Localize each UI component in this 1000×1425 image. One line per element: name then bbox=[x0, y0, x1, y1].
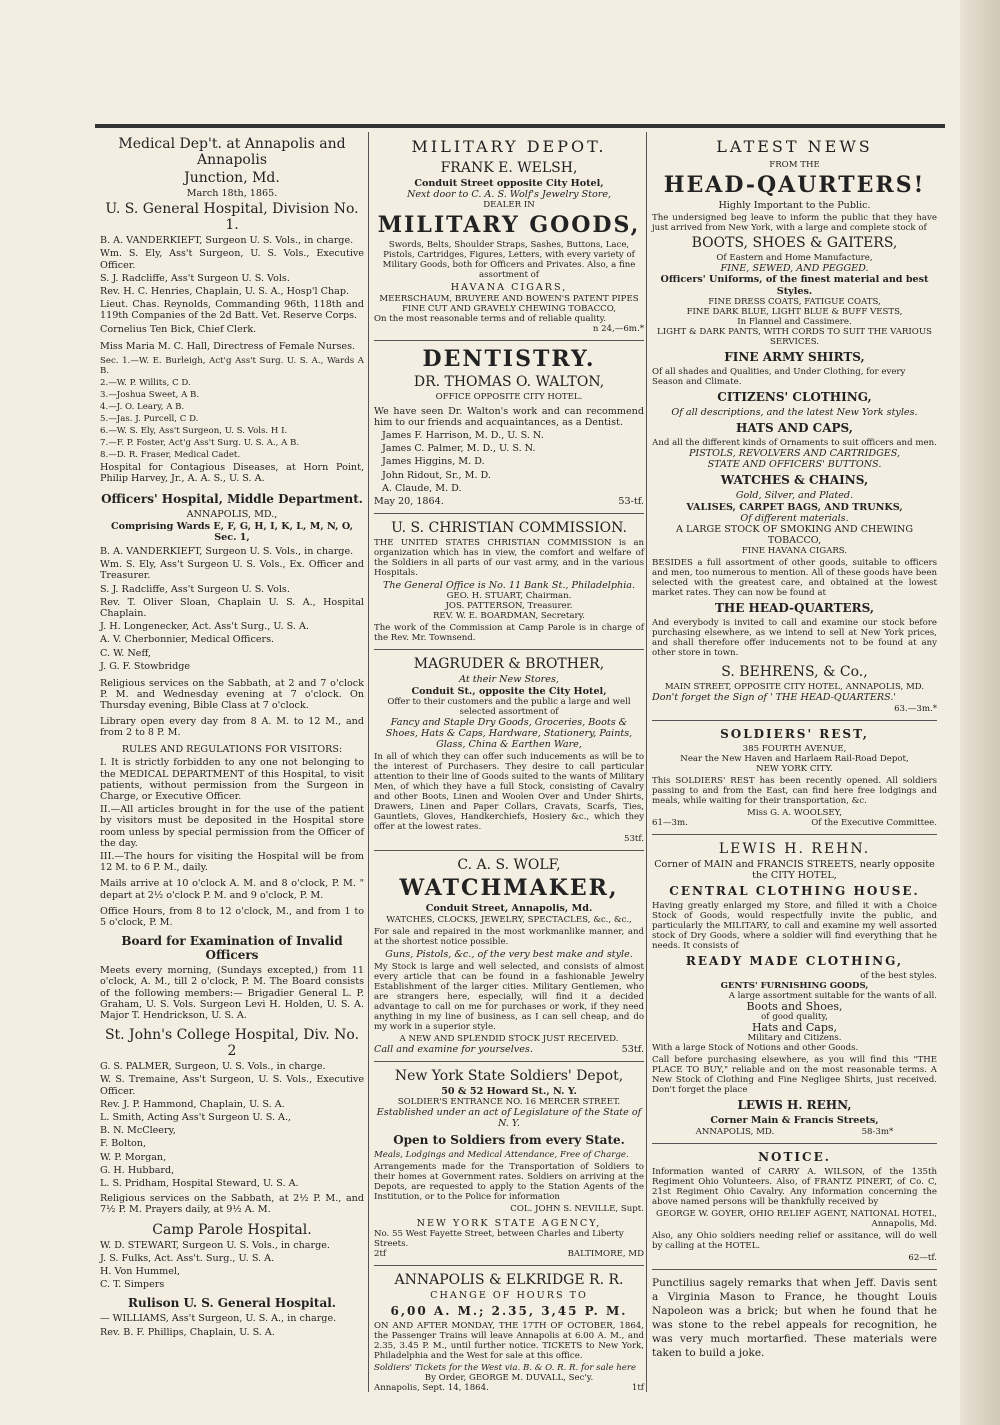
staff-list-4: W. D. STEWART, Surgeon U. S. Vols., in charge. J. S. Fulks, Act. Ass't. Surg., U. S. A. H. Von Hummel, C. T. Simpers bbox=[100, 1239, 330, 1291]
staff-list-3: G. S. PALMER, Surgeon, U. S. Vols., in charge. W. S. Tremaine, Ass't Surgeon, U. S. Vols., Executive Officer. Rev. J. P. Hammond, Chaplain, U. S. A. L. Smith, Acting Ass't Surgeon U. S. A., B. N. McCleery, F. Bolton, W. P. Morgan, G. H. Hubbard, L. S. Pridham, Hospital Steward, U. S. A. bbox=[100, 1061, 364, 1189]
central-text: Having greatly enlarged my Store, and filled it with a Choice Stock of Goods, would respectfully invite the public, and particularly the MILITARY, to call and examine my well assorted stock of Dry Goods, where a soldier will find everything that he needs. It consists of bbox=[652, 901, 937, 952]
contagious-line: Hospital for Contagious Diseases, at Horn Point, Philip Harvey, Jr., A. A. S., U. S. A. bbox=[100, 462, 364, 485]
flannel-line: In Flannel and Cassimere. bbox=[737, 316, 852, 327]
rehn-name-2: LEWIS H. REHN, bbox=[737, 1098, 852, 1113]
nysd-open: Open to Soldiers from every State. bbox=[393, 1132, 625, 1147]
mails-line: Mails arrive at 10 o'clock A. M. and 8 o'clock, P. M. " depart at 2½ o'clock P. M. and 9 o'clock, P. M. bbox=[100, 878, 364, 901]
valises-line: VALISES, CARPET BAGS, AND TRUNKS, bbox=[686, 501, 903, 513]
rehn-city: ANNAPOLIS, MD. bbox=[695, 1126, 775, 1137]
call-examine: Call and examine for yourselves. bbox=[374, 1043, 533, 1055]
behrens-name: S. BEHRENS, & Co., bbox=[721, 664, 868, 681]
nysd-address: 50 & 52 Howard St., N. Y. bbox=[441, 1086, 577, 1098]
behrens-address: MAIN STREET, OPPOSITE CITY HOTEL, ANNAPOLIS, MD. bbox=[664, 682, 925, 693]
central-heading: CENTRAL CLOTHING HOUSE. bbox=[669, 884, 920, 899]
divider bbox=[374, 340, 644, 341]
divider bbox=[652, 834, 937, 835]
woolsey: Miss G. A. WOOLSEY, bbox=[747, 807, 842, 818]
train-times: 6,00 A. M.; 2.35, 3,45 P. M. bbox=[390, 1304, 628, 1319]
railroad-tickets: Soldiers' Tickets for the West via. B. & O. R. R. for sale here bbox=[374, 1363, 637, 1374]
magruder-stores: At their New Stores, bbox=[459, 674, 559, 686]
walton-date: May 20, 1864. bbox=[374, 496, 444, 508]
comprising-line: Comprising Wards E, F, G, H, I, K, L, M, N, O, Sec. 1, bbox=[111, 520, 353, 543]
assortment-line: A large assortment suitable for the wants of all. bbox=[728, 991, 937, 1002]
citizens-heading: CITIZENS' CLOTHING, bbox=[717, 389, 872, 404]
military-goods-heading: MILITARY GOODS, bbox=[377, 212, 641, 239]
rule-3: III.—The hours for visiting the Hospital will be from 12 M. to 6 P. M., daily. bbox=[100, 850, 364, 874]
rehn-name: LEWIS H. REHN. bbox=[718, 840, 871, 857]
from-the: FROM THE bbox=[769, 160, 820, 170]
smoking-line: A LARGE STOCK OF SMOKING AND CHEWING TOBACCO, bbox=[676, 524, 913, 547]
board-text: Meets every morning, (Sundays excepted,) from 11 o'clock, A. M., till 2 o'clock, P. M. The Board consists of the following members:— Brigadier General L. P. Graham, U. S. Vols. Surgeon Levi H. Holden, U. S. A. Major T. Hendrickson, U. S. A. bbox=[100, 965, 364, 1021]
hats-heading: HATS AND CAPS, bbox=[736, 421, 853, 436]
office-hours: Office Hours, from 8 to 12 o'clock, M., and from 1 to 5 o'clock, P. M. bbox=[100, 905, 364, 928]
welsh-address: Conduit Street opposite City Hotel, bbox=[414, 178, 604, 189]
rulison-title: Rulison U. S. General Hospital. bbox=[128, 1296, 336, 1311]
fine-sewed-line: FINE, SEWED, AND PEGGED. bbox=[720, 263, 869, 275]
wards-list: Sec. 1.—W. E. Burleigh, Act'g Ass't Surg. U. S. A., Wards A B. 2.—W. P. Willits, C D. 3.—Joshua Sweet, A B. 4.—J. O. Leary, A B. 5.—Jas. J. Purcell, C D. 6.—W. S. Ely, Ass't Surgeon, U. S. Vols. H I. 7.—F. P. Foster, Act'g Ass't Surg. U. S. A., A B. 8.—D. R. Fraser, Medical Cadet. bbox=[100, 356, 364, 461]
cigars-line: HAVANA CIGARS, bbox=[450, 282, 568, 294]
wolf-name: C. A. S. WOLF, bbox=[457, 857, 561, 874]
general-office: The General Office is No. 11 Bank St., Philadelphia. bbox=[382, 580, 636, 592]
page-edge bbox=[960, 0, 1000, 1425]
railroad-heading: ANNAPOLIS & ELKRIDGE R. R. bbox=[394, 1271, 624, 1288]
rehn-corner: Corner of MAIN and FRANCIS STREETS, nearly opposite the CITY HOTEL, bbox=[654, 858, 935, 881]
religious-services: Religious services on the Sabbath, at 2 and 7 o'clock P. M. and Wednesday evening at 7 o'clock. On Thursday evening, Bible Class at 7 o'clock. bbox=[100, 678, 364, 712]
welsh-name: FRANK E. WELSH, bbox=[440, 160, 578, 176]
citizens-text: Of all descriptions, and the latest New York styles. bbox=[671, 406, 918, 418]
welsh-nextdoor: Next door to C. A. S. Wolf's Jewelry Store, bbox=[406, 189, 612, 201]
column-divider bbox=[368, 132, 369, 1392]
pants-line: LIGHT & DARK PANTS, WITH CORDS TO SUIT THE VARIOUS SERVICES. bbox=[657, 326, 932, 347]
rule-2: II.—All articles brought in for the use of the patient by visitors must be deposited in the Hospital store room unless by special permission from the Officer of the day. bbox=[100, 804, 364, 849]
headquarters-sub: THE HEAD-QUARTERS, bbox=[714, 601, 875, 616]
commission-text: THE UNITED STATES CHRISTIAN COMMISSION is an organization which has in view, the comfort and welfare of the Soldiers in all parts of our vast army, and in the various Hospitals. bbox=[374, 538, 644, 579]
gents-line: GENTS' FURNISHING GOODS, bbox=[720, 981, 869, 992]
divider bbox=[374, 649, 644, 650]
invite-text: And everybody is invited to call and examine our stock before purchasing elsewhere, as we intend to sell at New York prices, and shall therefore offer inducements not to be found at any other store in town. bbox=[652, 618, 937, 659]
divider bbox=[374, 1061, 644, 1062]
ref-number: 1tf bbox=[631, 1383, 644, 1394]
ref-number: 53tf. bbox=[621, 1043, 644, 1055]
nysd-established: Established under an act of Legislature of the State of N. Y. bbox=[376, 1107, 642, 1130]
staff-list-1: B. A. VANDERKIEFT, Surgeon U. S. Vols., in charge. Wm. S. Ely, Ass't Surgeon, U. S. Vols., Executive Officer. S. J. Radcliffe, Ass't Surgeon U. S. Vols. Rev. H. C. Henries, Chaplain, U. S. A., Hosp'l Chap. Lieut. Chas. Reynolds, Commanding 96th, 118th and 119th Companies of the 2d Batt. Vet. Reserve Corps. Cornelius Ten Bick, Chief Clerk. bbox=[100, 235, 364, 335]
watches-heading: WATCHES & CHAINS, bbox=[720, 473, 869, 488]
rules-heading: RULES AND REGULATIONS FOR VISITORS: bbox=[121, 744, 343, 756]
ref-number: 53-tf. bbox=[618, 496, 644, 508]
ref-number: 53tf. bbox=[624, 834, 644, 845]
call-text: Call before purchasing elsewhere, as you will find this "THE PLACE TO BUY," reliable and on the most reasonable terms. A New Stock of Clothing and Fine Negligee Shirts, just received. Don't forget the place bbox=[652, 1055, 937, 1096]
commission-work: The work of the Commission at Camp Parole is in charge of the Rev. Mr. Townsend. bbox=[374, 623, 644, 644]
materials-line: Of different materials. bbox=[740, 512, 849, 524]
ref-number: 58-3m* bbox=[861, 1126, 894, 1137]
ref-number: 61—3m. bbox=[652, 817, 688, 828]
column-left bbox=[100, 134, 364, 1340]
gold-line: Gold, Silver, and Plated. bbox=[735, 490, 854, 502]
nysd-meals: Meals, Lodgings and Medical Attendance, Free of Charge. bbox=[374, 1149, 629, 1160]
punctilius-text: Punctilius sagely remarks that when Jeff. Davis sent a Virginia Mason to France, he thought Louis Napoleon was a brick; but when he found that he was stone to the rebel appeals for recognition, he was very much mortarfied. These materials were taken to build a joke. bbox=[652, 1276, 937, 1359]
nysd-heading: New York State Soldiers' Depot, bbox=[394, 1068, 624, 1085]
change-hours: CHANGE OF HOURS TO bbox=[430, 1289, 588, 1301]
library-hours: Library open every day from 8 A. M. to 12 M., and from 2 to 8 P. M. bbox=[100, 715, 364, 738]
column-right bbox=[652, 134, 937, 1362]
watchmaker-heading: WATCHMAKER, bbox=[399, 875, 619, 902]
top-rule bbox=[95, 124, 945, 128]
sign-line: Don't forget the Sign of ' THE HEAD-QUARTERS.' bbox=[652, 692, 897, 704]
walton-office: OFFICE OPPOSITE CITY HOTEL. bbox=[435, 391, 583, 402]
wolf-address: Conduit Street, Annapolis, Md. bbox=[425, 903, 593, 915]
commission-heading: U. S. CHRISTIAN COMMISSION. bbox=[391, 520, 627, 537]
board-heading: Board for Examination of Invalid Officers bbox=[121, 934, 343, 963]
rehn-corner-2: Corner Main & Francis Streets, bbox=[710, 1115, 879, 1127]
wolf-repair: For sale and repaired in the most workmanlike manner, and at the shortest notice possible. bbox=[374, 926, 644, 947]
divider bbox=[652, 1143, 937, 1144]
shirts-text: Of all shades and Qualities, and Under Clothing, for every Season and Climate. bbox=[652, 366, 906, 387]
nurses-line: Miss Maria M. C. Hall, Directress of Female Nurses. bbox=[100, 340, 356, 352]
notice-text: Information wanted of CARRY A. WILSON, of the 135th Regiment Ohio Volunteers. Also, of FRANTZ PINERT, of Co. C, 21st Regiment Ohio Cavalry. Any information concerning the above named persons will be thankfully received by bbox=[652, 1166, 937, 1207]
divider bbox=[652, 1269, 937, 1270]
divider bbox=[374, 513, 644, 514]
shirts-heading: FINE ARMY SHIRTS, bbox=[724, 349, 865, 364]
important-line: Highly Important to the Public. bbox=[718, 200, 871, 211]
notions-line: With a large Stock of Notions and other Goods. bbox=[652, 1043, 859, 1054]
walton-text: We have seen Dr. Walton's work and can recommend him to our friends and acquaintances, as a Dentist. bbox=[374, 405, 644, 428]
divider bbox=[652, 720, 937, 721]
pipes-line: MEERSCHAUM, BRUYERE AND BOWEN'S PATENT PIPES bbox=[379, 293, 639, 304]
divider bbox=[374, 1265, 644, 1266]
ref-number: n 24,—6m.* bbox=[592, 323, 644, 334]
wolf-text: My Stock is large and well selected, and consists of almost every article that can be found in a fashionable Jewelry Establishment of the larger cities. Military Gentlemen, who are strangers here, especially, will find it a decided advantage to call on me for purchases or work, if they need anything in my line of business, as I can sell cheap, and do my work in a superior style. bbox=[374, 961, 644, 1032]
neville: COL. JOHN S. NEVILLE, Supt. bbox=[510, 1203, 644, 1214]
staff-list-5: — WILLIAMS, Ass't Surgeon, U. S. A., in charge. Rev. B. F. Phillips, Chaplain, U. S. A. bbox=[100, 1313, 337, 1338]
magruder-goods: Fancy and Staple Dry Goods, Groceries, Boots & Shoes, Hats & Caps, Hardware, Stationery, Paints, Glass, China & Earthen Ware, bbox=[385, 716, 633, 751]
wolf-goods: WATCHES, CLOCKS, JEWELRY, SPECTACLES, &c., &c., bbox=[386, 914, 632, 925]
ref-number: 62—tf. bbox=[908, 1252, 937, 1263]
commission-officers: GEO. H. STUART, Chairman. JOS. PATTERSON, Treasurer. REV. W. E. BOARDMAN, Secretary. bbox=[432, 591, 586, 622]
ref-number: 2tf bbox=[374, 1248, 387, 1259]
dept-heading: Medical Dep't. at Annapolis and Annapolis bbox=[118, 136, 346, 168]
dealer-in: DEALER IN bbox=[483, 200, 535, 211]
agency-address: No. 55 West Fayette Street, between Charles and Liberty Streets. bbox=[374, 1228, 624, 1249]
wolf-guns: Guns, Pistols, &c., of the very best make and style. bbox=[385, 948, 633, 960]
tobacco-line: FINE CUT AND GRAVELY CHEWING TOBACCO, bbox=[401, 303, 617, 314]
military-line: Military and Citizens. bbox=[747, 1033, 842, 1044]
magruder-offer: Offer to their customers and the public a large and well selected assortment of bbox=[387, 696, 631, 717]
pistols-line: PISTOLS, REVOLVERS AND CARTRIDGES, bbox=[688, 448, 901, 460]
st-johns-title: St. John's College Hospital, Div. No. 2 bbox=[104, 1027, 360, 1060]
railroad-text: ON AND AFTER MONDAY, THE 17TH OF OCTOBER, 1864, the Passenger Trains will leave Annapolis at 6.00 A. M., and 2.35, 3.45 P. M., until further notice. TICKETS to New York, Philadelphia and the West for sale at this office. bbox=[374, 1321, 644, 1362]
nysd-arrange: Arrangements made for the Transportation of Soldiers to their homes at Government rates. Soldiers on arriving at the Depots, are requested to apply to the Station Agents of the Institution, or to the Police for information bbox=[374, 1161, 644, 1202]
column-middle bbox=[374, 134, 644, 1393]
vests-line: FINE DARK BLUE, LIGHT BLUE & BUFF VESTS, bbox=[686, 306, 903, 317]
dept-heading-2: Junction, Md. bbox=[184, 170, 280, 186]
annapolis-line: ANNAPOLIS, MD., bbox=[186, 509, 278, 521]
boots-heading: BOOTS, SHOES & GAITERS, bbox=[691, 235, 898, 252]
terms-line: On the most reasonable terms and of reliable quality. bbox=[374, 313, 607, 324]
soldiers-rest-heading: SOLDIERS' REST, bbox=[720, 726, 869, 741]
magruder-address: Conduit St., opposite the City Hotel, bbox=[411, 685, 607, 697]
magruder-heading: MAGRUDER & BROTHER, bbox=[413, 656, 605, 673]
ref-number: 63.—3m.* bbox=[894, 703, 937, 714]
rest-near: Near the New Haven and Harlaem Rail-Road Depot, bbox=[680, 753, 909, 764]
hatscaps-line: Hats and Caps, bbox=[751, 1021, 838, 1035]
walton-name: DR. THOMAS O. WALTON, bbox=[413, 373, 605, 390]
quality-line: of good quality, bbox=[761, 1012, 828, 1023]
also-text: Also, any Ohio soldiers needing relief or assitance, will do well by calling at the HOTEL. bbox=[652, 1230, 937, 1251]
column-divider bbox=[646, 132, 647, 1392]
coats-line: FINE DRESS COATS, FATIGUE COATS, bbox=[708, 296, 881, 307]
uniforms-line: Officers' Uniforms, of the finest material and best Styles. bbox=[660, 274, 929, 297]
dept-date: March 18th, 1865. bbox=[186, 188, 278, 199]
railroad-date: Annapolis, Sept. 14, 1864. bbox=[374, 1383, 489, 1394]
hospital-div1-title: U. S. General Hospital, Division No. 1. bbox=[105, 201, 359, 234]
buttons-line: STATE AND OFFICERS' BUTTONS. bbox=[707, 459, 882, 471]
agency-heading: NEW YORK STATE AGENCY, bbox=[416, 1217, 602, 1229]
religious-services-2: Religious services on the Sabbath, at 2½ P. M., and 7½ P. M. Prayers daily, at 9½ A. M. bbox=[100, 1193, 364, 1216]
goyer: GEORGE W. GOYER, OHIO RELIEF AGENT, NATIONAL HOTEL, Annapolis, Md. bbox=[655, 1208, 937, 1229]
latest-news-heading: LATEST NEWS bbox=[716, 137, 873, 156]
styles-line: of the best styles. bbox=[860, 971, 937, 982]
officers-hospital-title: Officers' Hospital, Middle Department. bbox=[101, 492, 363, 507]
rest-text: This SOLDIERS' REST has been recently opened. All soldiers passing to and from the East, can find here free lodgings and meals, while waiting for their transportation, &c. bbox=[652, 775, 937, 806]
military-depot-heading: MILITARY DEPOT. bbox=[411, 137, 607, 156]
agency-city: BALTIMORE, MD bbox=[567, 1248, 644, 1259]
ready-made-heading: READY MADE CLOTHING, bbox=[685, 954, 904, 969]
headquarters-heading: HEAD-QAURTERS! bbox=[663, 172, 926, 198]
intro-text: The undersigned beg leave to inform the public that they have just arrived from New York, with a large and complete stock of bbox=[652, 213, 937, 234]
staff-list-2: B. A. VANDERKIEFT, Surgeon U. S. Vols., in charge. Wm. S. Ely, Ass't Surgeon U. S. Vols., Ex. Officer and Treasurer. S. J. Radcliffe, Ass't Surgeon U. S. Vols. Rev. T. Oliver Sloan, Chaplain U. S. A., Hospital Chaplain. J. H. Longenecker, Act. Ass't Surg., U. S. A. A. V. Cherbonnier, Medical Officers. C. W. Neff, J. G. F. Stowbridge bbox=[100, 546, 364, 672]
new-stock: A NEW AND SPLENDID STOCK JUST RECEIVED. bbox=[399, 1033, 619, 1044]
divider bbox=[374, 850, 644, 851]
besides-text: BESIDES a full assortment of other goods, suitable to officers and men, too numerous to mention. All of these goods have been selected with the greatest care, and obtained at the lowest market rates. They can now be found at bbox=[652, 558, 937, 599]
signers-list: James F. Harrison, M. D., U. S. N. James C. Palmer, M. D., U. S. N. James Higgins, M. D. John Ridout, Sr., M. D. A. Claude, M. D. bbox=[382, 430, 544, 494]
committee-line: Of the Executive Committee. bbox=[811, 817, 937, 828]
havana-line: FINE HAVANA CIGARS. bbox=[741, 546, 848, 557]
notice-heading: NOTICE. bbox=[758, 1149, 831, 1164]
boots-line: Boots and Shoes, bbox=[746, 1000, 843, 1014]
ornaments-line: And all the different kinds of Ornaments to suit officers and men. bbox=[652, 438, 937, 449]
goods-text: Swords, Belts, Shoulder Straps, Sashes, Buttons, Lace, Pistols, Cartridges, Figures, Letters, with every variety of Military Goods, both for Officers and Privates. Also, a fine assortment of bbox=[382, 240, 636, 281]
camp-parole-title: Camp Parole Hospital. bbox=[152, 1221, 312, 1238]
railroad-order: By Order, GEORGE M. DUVALL, Sec'y. bbox=[424, 1373, 594, 1384]
rule-1: I. It is strictly forbidden to any one not belonging to the MEDICAL DEPARTMENT of this Hospital, to visit patients, without permission from the Surgeon in Charge, or Executive Officer. bbox=[100, 757, 364, 802]
nysd-entrance: SOLDIER'S ENTRANCE NO. 16 MERCER STREET. bbox=[397, 1097, 621, 1108]
manufacture-line: Of Eastern and Home Manufacture, bbox=[716, 253, 873, 264]
dentistry-heading: DENTISTRY. bbox=[422, 345, 596, 372]
magruder-text: In all of which they can offer such inducements as will be to the interest of Purchasers. They desire to call particular attention to their line of Goods suited to the wants of Military Men, of which they have a full Stock, consisting of Cavalry and other Boots, Linen and Woolen Over and Under Shirts, Drawers, Linen and Paper Collars, Cravats, Scarfs, Ties, Gauntlets, Gloves, Handkerchiefs, Hosiery &c., which they offer at the lowest rates. bbox=[374, 752, 644, 833]
rest-address: 385 FOURTH AVENUE, bbox=[742, 743, 847, 754]
rest-city: NEW YORK CITY. bbox=[756, 763, 833, 774]
